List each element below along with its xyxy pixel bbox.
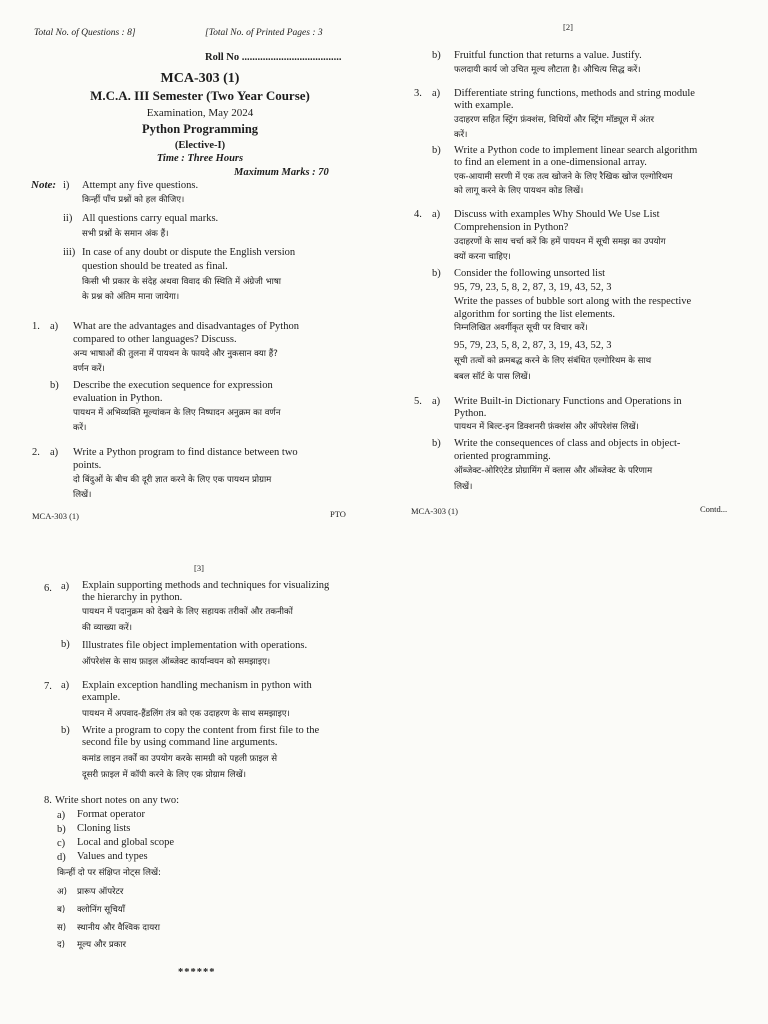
sub-label: a) — [432, 209, 441, 220]
end-marker: ****** — [178, 967, 216, 978]
note-text-hindi: सभी प्रश्नों के समान अंक हैं। — [82, 229, 169, 239]
note-text: All questions carry equal marks. — [82, 213, 219, 224]
question-text: to find an element in a one-dimensional array. — [454, 157, 647, 168]
question-number: 2. — [32, 447, 40, 458]
note-text: Attempt any five questions. — [82, 180, 199, 191]
question-text: algorithm for sorting the list elements. — [454, 309, 615, 320]
question-text-hindi: लिखें। — [73, 490, 92, 500]
question-text: Write Built-in Dictionary Functions and Operations in — [454, 396, 682, 407]
question-text: with example. — [454, 100, 514, 111]
list-item-label: d) — [57, 852, 66, 863]
list-item: Values and types — [77, 851, 148, 862]
sub-label: b) — [61, 725, 70, 736]
question-text-hindi: करें। — [73, 423, 87, 433]
list-item-label: a) — [57, 810, 66, 821]
question-text: Comprehension in Python? — [454, 222, 569, 233]
question-text: Illustrates file object implementation with operations. — [82, 640, 308, 651]
question-text: Write the consequences of class and objects in object- — [454, 438, 681, 449]
list-item-label: द) — [57, 940, 65, 950]
question-text: What are the advantages and disadvantages of Python — [73, 321, 299, 332]
question-text: Differentiate string functions, methods and string module — [454, 88, 695, 99]
question-text-hindi: पायथन में अपवाद-हैंडलिंग तंत्र को एक उदाहरण के साथ समझाइए। — [82, 709, 290, 719]
question-text-hindi: बबल सॉर्ट के पास लिखें। — [454, 372, 531, 382]
note-text: question should be treated as final. — [82, 261, 228, 272]
note-num: iii) — [63, 247, 76, 258]
question-text-hindi: फलदायी कार्य जो उचित मूल्य लौटाता है। औचित्य सिद्ध करें। — [454, 65, 641, 75]
question-number: 5. — [414, 396, 422, 407]
sub-label: b) — [432, 268, 441, 279]
question-text-hindi: वर्णन करें। — [73, 364, 105, 374]
question-text-hindi: ऑब्जेक्ट-ओरिएंटेड प्रोग्रामिंग में क्लास और ऑब्जेक्ट के परिणाम — [454, 466, 653, 476]
sub-label: b) — [432, 50, 441, 61]
page-3 — [0, 540, 395, 1024]
question-number: 6. — [44, 583, 52, 594]
footer-pto: PTO — [330, 509, 346, 519]
list-item-hindi: मूल्य और प्रकार — [77, 940, 127, 950]
list-item-hindi: क्लोनिंग सूचियाँ — [77, 905, 126, 915]
page-number: [3] — [194, 563, 204, 573]
list-item-label: b) — [57, 824, 66, 835]
sub-label: b) — [61, 639, 70, 650]
exam-session: Examination, May 2024 — [146, 107, 254, 119]
question-text: Explain supporting methods and techniques for visualizing — [82, 580, 330, 591]
question-text-hindi: को लागू करने के लिए पायथन कोड लिखें। — [454, 186, 584, 196]
sub-label: a) — [432, 88, 441, 99]
question-text-hindi: करें। — [454, 130, 468, 140]
question-text: Write a Python program to find distance between two — [73, 447, 298, 458]
question-text: the hierarchy in python. — [82, 592, 183, 603]
question-text-hindi: लिखें। — [454, 482, 473, 492]
question-text: oriented programming. — [454, 451, 551, 462]
question-text: example. — [82, 692, 121, 703]
sub-label: a) — [61, 581, 70, 592]
question-number: 4. — [414, 209, 422, 220]
page-1 — [0, 0, 395, 520]
question-text-hindi: दूसरी फ़ाइल में कॉपी करने के लिए एक प्रोग्राम लिखें। — [82, 770, 246, 780]
footer-contd: Contd... — [700, 504, 728, 514]
question-text-hindi: पायथन में बिल्ट-इन डिक्शनरी फ़ंक्शंस और ऑपरेशंस लिखें। — [454, 422, 639, 432]
note-label: Note: — [31, 179, 57, 191]
question-text-hindi: कमांड लाइन तर्कों का उपयोग करके सामग्री को पहली फ़ाइल से — [82, 754, 278, 764]
total-pages: [Total No. of Printed Pages : 3 — [205, 28, 323, 38]
roll-no: Roll No ...................................... — [205, 52, 342, 63]
note-num: ii) — [63, 213, 73, 224]
note-text-hindi: किसी भी प्रकार के संदेह अथवा विवाद की स्थिति में अंग्रेजी भाषा — [82, 277, 282, 287]
question-text: Fruitful function that returns a value. Justify. — [454, 50, 642, 61]
time-allowed: Time : Three Hours — [156, 153, 244, 164]
question-text-hindi: ऑपरेशंस के साथ फ़ाइल ऑब्जेक्ट कार्यान्वयन को समझाइए। — [82, 657, 271, 667]
note-text: In case of any doubt or dispute the English version — [82, 247, 296, 258]
list-item-label: ब) — [57, 905, 66, 915]
list-item-hindi: प्रारूप ऑपरेटर — [77, 887, 124, 897]
question-text: Explain exception handling mechanism in python with — [82, 680, 312, 691]
question-text: Write short notes on any two: — [55, 795, 180, 806]
total-questions: Total No. of Questions : 8] — [34, 28, 136, 38]
list-item-label: स) — [57, 923, 67, 933]
list-item-label: अ) — [57, 887, 67, 897]
question-text-hindi: क्यों करना चाहिए। — [454, 252, 511, 262]
list-item-label: c) — [57, 838, 66, 849]
sub-label: a) — [50, 447, 59, 458]
question-text-hindi: अन्य भाषाओं की तुलना में पायथन के फायदे और नुकसान क्या हैं? — [73, 349, 278, 359]
question-number: 3. — [414, 88, 422, 99]
question-text-hindi: किन्हीं दो पर संक्षिप्त नोट्स लिखें: — [57, 868, 161, 878]
sub-label: b) — [50, 380, 59, 391]
sub-label: a) — [432, 396, 441, 407]
question-text-hindi: निम्नलिखित अवर्गीकृत सूची पर विचार करें। — [454, 323, 588, 333]
page-number: [2] — [563, 22, 573, 32]
question-text: Describe the execution sequence for expression — [73, 380, 273, 391]
question-text-hindi: उदाहरणों के साथ चर्चा करें कि हमें पायथन में सूची समझ का उपयोग — [454, 237, 666, 247]
list-item: Cloning lists — [77, 823, 131, 834]
footer-code: MCA-303 (1) — [32, 511, 79, 521]
question-number: 8. — [44, 795, 52, 806]
list-item: Format operator — [77, 809, 145, 820]
question-text: points. — [73, 460, 102, 471]
question-text-hindi: एक-आयामी सरणी में एक तत्व खोजने के लिए रैखिक खोज एल्गोरिथम — [454, 172, 673, 182]
question-text: Write a program to copy the content from first file to the — [82, 725, 320, 736]
question-number: 7. — [44, 681, 52, 692]
note-num: i) — [63, 180, 70, 191]
page-2 — [395, 0, 768, 520]
maximum-marks: Maximum Marks : 70 — [234, 167, 329, 178]
sub-label: b) — [432, 438, 441, 449]
note-text-hindi: के प्रश्न को अंतिम माना जायेगा। — [82, 292, 180, 302]
question-text-hindi: दो बिंदुओं के बीच की दूरी ज्ञात करने के लिए एक पायथन प्रोग्राम — [73, 475, 272, 485]
sub-label: a) — [61, 680, 70, 691]
elective: (Elective-I) — [174, 140, 226, 151]
subject-title: Python Programming — [141, 122, 259, 136]
question-text: compared to other languages? Discuss. — [73, 334, 237, 345]
list-item: Local and global scope — [77, 837, 175, 848]
unsorted-list: 95, 79, 23, 5, 8, 2, 87, 3, 19, 43, 52, 3 — [454, 340, 612, 351]
sub-label: b) — [432, 145, 441, 156]
question-text: Python. — [454, 408, 487, 419]
question-text: Write a Python code to implement linear search algorithm — [454, 145, 698, 156]
list-item-hindi: स्थानीय और वैश्विक दायरा — [77, 923, 160, 933]
question-text-hindi: उदाहरण सहित स्ट्रिंग फ़ंक्शंस, विधियों और स्ट्रिंग मॉड्यूल में अंतर — [454, 115, 655, 125]
paper-code: MCA-303 (1) — [160, 71, 240, 86]
question-text: Discuss with examples Why Should We Use List — [454, 209, 660, 220]
question-text-hindi: सूची तत्वों को क्रमबद्ध करने के लिए संबंधित एल्गोरिथम के साथ — [454, 356, 652, 366]
question-text-hindi: पायथन में पदानुक्रम को देखने के लिए सहायक तरीकों और तकनीकों — [82, 607, 293, 617]
question-text-hindi: की व्याख्या करें। — [82, 623, 133, 633]
unsorted-list: 95, 79, 23, 5, 8, 2, 87, 3, 19, 43, 52, 3 — [454, 282, 612, 293]
question-text: Consider the following unsorted list — [454, 268, 606, 279]
note-text-hindi: किन्हीं पाँच प्रश्नों को हल कीजिए। — [82, 195, 185, 205]
question-text: second file by using command line arguments. — [82, 737, 278, 748]
question-text: Write the passes of bubble sort along with the respective — [454, 296, 692, 307]
question-text: evaluation in Python. — [73, 393, 163, 404]
sub-label: a) — [50, 321, 59, 332]
question-number: 1. — [32, 321, 40, 332]
footer-code: MCA-303 (1) — [411, 506, 458, 516]
question-text-hindi: पायथन में अभिव्यक्ति मूल्यांकन के लिए निष्पादन अनुक्रम का वर्णन — [73, 408, 281, 418]
course-title: M.C.A. III Semester (Two Year Course) — [90, 88, 310, 103]
